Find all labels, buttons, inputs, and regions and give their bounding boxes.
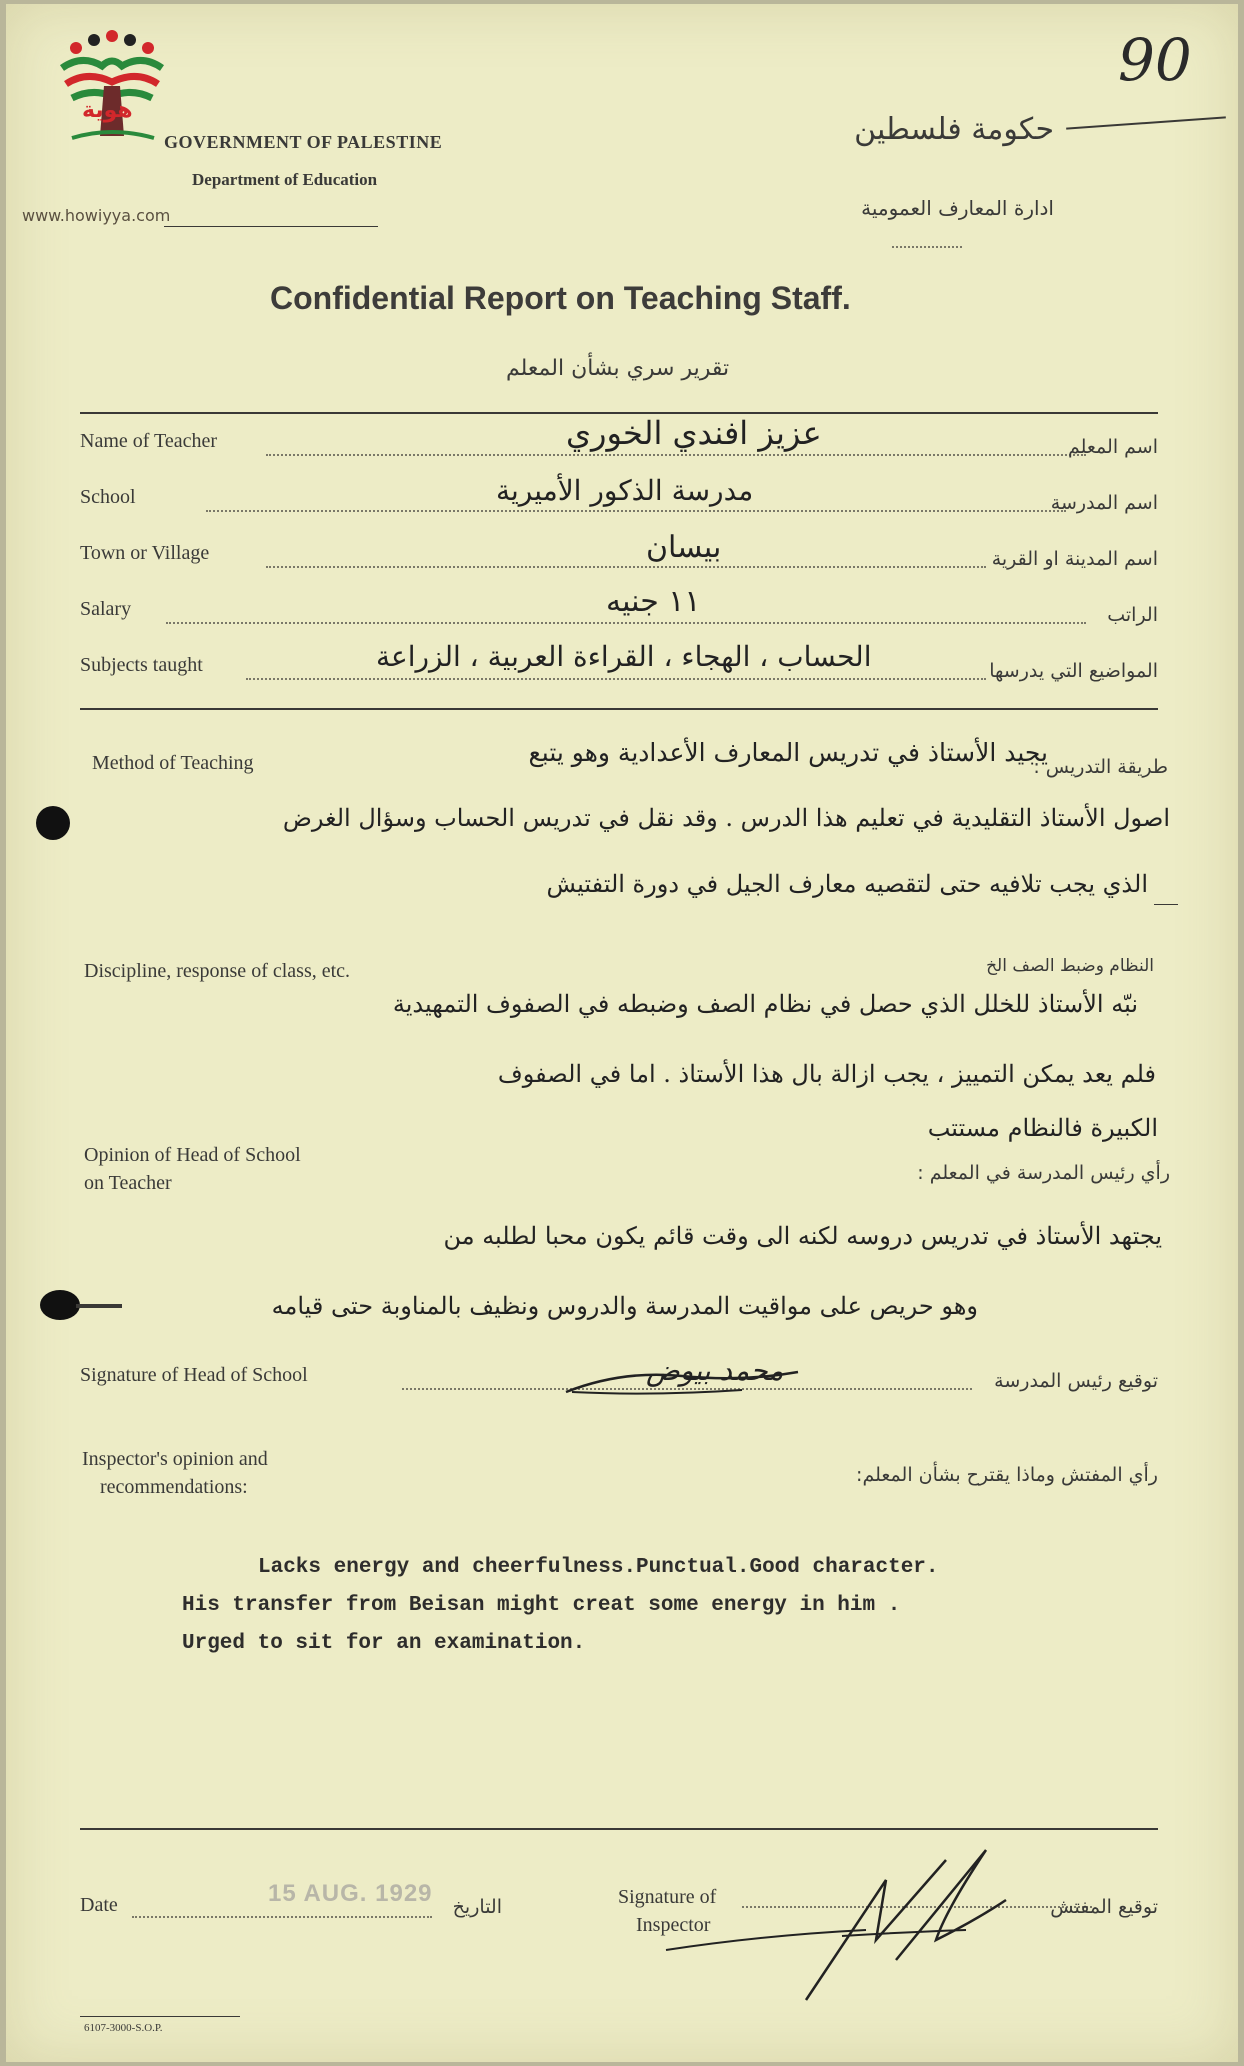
opinion-head-label-2: on Teacher xyxy=(84,1172,172,1194)
inspector-signature xyxy=(646,1840,1026,2020)
signature-head-label-ar: توقيع رئيس المدرسة xyxy=(994,1370,1158,1392)
method-label: Method of Teaching xyxy=(92,752,254,774)
field-value-salary: ١١ جنيه xyxy=(606,584,701,619)
discipline-label-ar: النظام وضبط الصف الخ xyxy=(986,956,1154,976)
inspector-label-1: Inspector's opinion and xyxy=(82,1448,268,1470)
page-title-ar: تقرير سري بشأن المعلم xyxy=(506,356,730,381)
logo-url[interactable]: www.howiyya.com xyxy=(22,206,171,225)
inspector-signature-label-1: Signature of xyxy=(618,1886,717,1908)
bottom-rule xyxy=(80,1828,1158,1830)
field-line-salary xyxy=(166,622,1086,624)
field-line-subjects xyxy=(246,678,986,680)
opinion-head-line-2: وهو حريص على مواقيت المدرسة والدروس ونظيف بالمناوبة حتى قيامه xyxy=(271,1292,978,1320)
field-label-town-ar: اسم المدينة او القرية xyxy=(991,548,1158,570)
header-government-ar: حكومة فلسطين xyxy=(854,112,1054,147)
family-tree-icon xyxy=(42,26,182,146)
inspector-label-2: recommendations: xyxy=(100,1476,248,1498)
field-value-school: مدرسة الذكور الأميرية xyxy=(496,474,754,507)
print-code: 6107-3000-S.O.P. xyxy=(84,2022,163,2034)
method-underline xyxy=(1154,904,1178,905)
method-line-1: يجيد الأستاذ في تدريس المعارف الأعدادية وهو يتبع xyxy=(528,738,1048,767)
inspector-line-1: Lacks energy and cheerfulness.Punctual.Good character. xyxy=(258,1556,939,1579)
discipline-line-1: نبّه الأستاذ للخلل الذي حصل في نظام الصف وضبطه في الصفوف التمهيدية xyxy=(392,990,1138,1018)
document-page xyxy=(6,4,1238,2062)
page-title: Confidential Report on Teaching Staff. xyxy=(270,280,851,316)
folio-stroke xyxy=(1066,116,1226,129)
field-label-school-ar: اسم المدرسة xyxy=(1050,492,1158,514)
logo-arabic-text: هوية xyxy=(82,98,133,123)
opinion-head-label-1: Opinion of Head of School xyxy=(84,1144,301,1166)
field-value-town: بيسان xyxy=(646,530,722,565)
signature-head-label: Signature of Head of School xyxy=(80,1364,308,1386)
method-line-3: الذي يجب تلافيه حتى لتقصيه معارف الجيل في دورة التفتيش xyxy=(546,870,1148,898)
header-divider-en xyxy=(164,226,378,227)
field-label-school: School xyxy=(80,486,136,508)
inspector-line-2: His transfer from Beisan might creat some energy in him . xyxy=(182,1594,901,1617)
discipline-line-2: فلم يعد يمكن التمييز ، يجب ازالة بال هذا الأستاذ . اما في الصفوف xyxy=(497,1060,1156,1088)
date-label: Date xyxy=(80,1894,118,1916)
inspector-signature-label-2: Inspector xyxy=(636,1914,711,1936)
inspector-label-ar: رأي المفتش وماذا يقترح بشأن المعلم: xyxy=(856,1464,1158,1486)
discipline-line-3: الكبيرة فالنظام مستتب xyxy=(927,1114,1158,1142)
field-label-subjects-ar: المواضيع التي يدرسها xyxy=(989,660,1158,682)
inspector-line-3: Urged to sit for an examination. xyxy=(182,1632,586,1655)
opinion-head-label-ar: رأي رئيس المدرسة في المعلم : xyxy=(917,1162,1170,1184)
print-code-rule xyxy=(80,2016,240,2017)
field-line-town xyxy=(266,566,986,568)
date-line xyxy=(132,1916,432,1918)
folio-number: 90 xyxy=(1118,26,1192,94)
field-label-town: Town or Village xyxy=(80,542,210,564)
header-divider-ar xyxy=(892,246,962,248)
field-label-subjects: Subjects taught xyxy=(80,654,203,676)
field-label-salary: Salary xyxy=(80,598,132,620)
field-label-name-ar: اسم المعلم xyxy=(1067,436,1158,458)
header-department: Department of Education xyxy=(192,170,378,189)
field-value-subjects: الحساب ، الهجاء ، القراءة العربية ، الزراعة xyxy=(376,640,872,673)
field-value-name: عزيز افندي الخوري xyxy=(566,414,822,452)
date-stamp: 15 AUG. 1929 xyxy=(268,1880,433,1907)
mid-rule xyxy=(80,708,1158,710)
field-line-school xyxy=(206,510,1066,512)
howiyya-logo xyxy=(42,26,182,176)
method-line-2: اصول الأستاذ التقليدية في تعليم هذا الدرس . وقد نقل في تدريس الحساب وسؤال الغرض xyxy=(282,804,1170,832)
header-government: GOVERNMENT OF PALESTINE xyxy=(164,132,443,152)
method-label-ar: طريقة التدريس : xyxy=(1033,756,1168,778)
field-label-salary-ar: الراتب xyxy=(1107,604,1158,626)
header-department-ar: ادارة المعارف العمومية xyxy=(861,196,1054,220)
signature-head-flourish xyxy=(562,1362,802,1402)
inspector-signature-label-ar: توقيع المفتش xyxy=(1050,1896,1158,1918)
signature-head: محمد بيوض xyxy=(646,1354,784,1387)
field-line-name xyxy=(266,454,1086,456)
discipline-label: Discipline, response of class, etc. xyxy=(84,960,351,982)
field-label-name: Name of Teacher xyxy=(80,430,218,452)
date-label-ar: التاريخ xyxy=(452,1896,502,1918)
ink-blot-2 xyxy=(40,1290,80,1320)
opinion-head-line-1: يجتهد الأستاذ في تدريس دروسه لكنه الى وقت قائم يكون محبا لطلبه من xyxy=(443,1222,1162,1250)
ink-blot xyxy=(36,806,70,840)
opinion-head-stroke xyxy=(76,1304,122,1308)
